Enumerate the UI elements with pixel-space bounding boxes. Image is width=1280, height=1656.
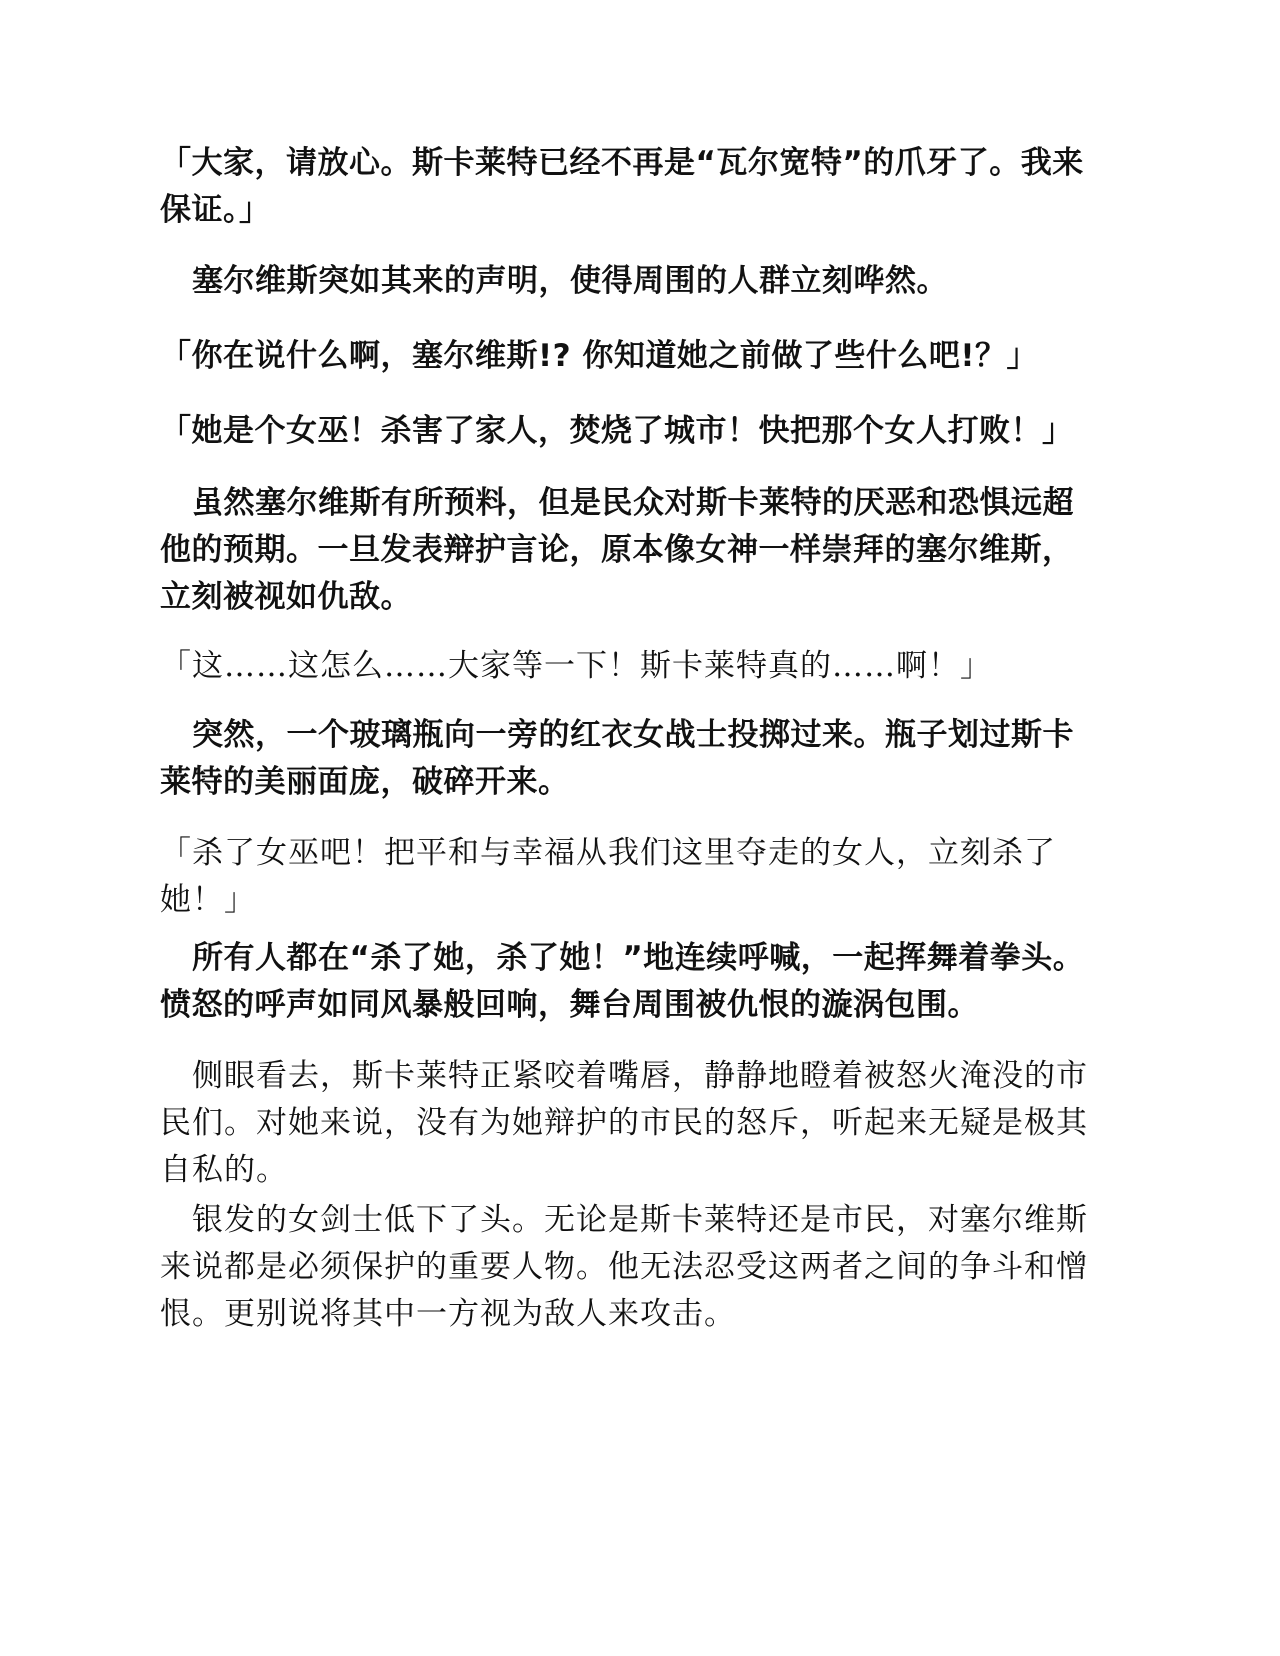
paragraph-dialogue-5: 「杀了女巫吧！把平和与幸福从我们这里夺走的女人，立刻杀了她！」 <box>160 835 1056 918</box>
paragraph-dialogue-3: 「她是个女巫！杀害了家人，焚烧了城市！快把那个女人打败！」 <box>160 413 1074 449</box>
paragraph-narration-5: 侧眼看去，斯卡莱特正紧咬着嘴唇，静静地瞪着被怒火淹没的市民们。对她来说，没有为她辩护的市民的怒斥，听起来无疑是极其自私的。 <box>160 1058 1088 1188</box>
paragraph-narration-2: 虽然塞尔维斯有所预料，但是民众对斯卡莱特的厌恶和恐惧远超他的预期。一旦发表辩护言论，原本像女神一样崇拜的塞尔维斯，立刻被视如仇敌。 <box>160 485 1074 615</box>
paragraph-dialogue-4: 「这……这怎么……大家等一下！斯卡莱特真的……啊！」 <box>160 648 992 684</box>
paragraph-narration-1: 塞尔维斯突如其来的声明，使得周围的人群立刻哗然。 <box>192 263 948 299</box>
paragraph-dialogue-1: 「大家，请放心。斯卡莱特已经不再是“瓦尔宽特”的爪牙了。我来保证。」 <box>160 145 1084 228</box>
paragraph-narration-6: 银发的女剑士低下了头。无论是斯卡莱特还是市民，对塞尔维斯来说都是必须保护的重要人物。他无法忍受这两者之间的争斗和憎恨。更别说将其中一方视为敌人来攻击。 <box>160 1202 1088 1332</box>
paragraph-dialogue-2: 「你在说什么啊，塞尔维斯!? 你知道她之前做了些什么吧!？」 <box>160 338 1039 374</box>
paragraph-narration-4: 所有人都在“杀了她，杀了她！”地连续呼喊，一起挥舞着拳头。愤怒的呼声如同风暴般回响，舞台周围被仇恨的漩涡包围。 <box>160 940 1085 1023</box>
paragraph-narration-3: 突然，一个玻璃瓶向一旁的红衣女战士投掷过来。瓶子划过斯卡莱特的美丽面庞，破碎开来。 <box>160 717 1074 800</box>
